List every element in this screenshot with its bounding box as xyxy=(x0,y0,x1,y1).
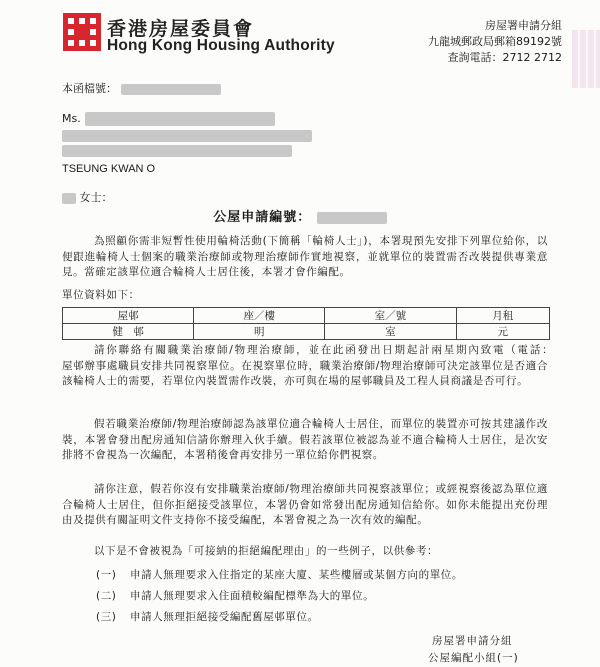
unit-table xyxy=(62,307,550,340)
redacted-name xyxy=(85,112,275,126)
enquiry-phone: 查詢電話：2712 2712 xyxy=(447,51,562,64)
example-1-number: (一) xyxy=(96,569,117,581)
example-2-number: (二) xyxy=(96,590,117,602)
header-block-floor: 座／樓 xyxy=(194,308,325,324)
our-ref-line xyxy=(62,80,221,96)
unit-table-row xyxy=(63,324,550,340)
cell-estate: 健 邨 xyxy=(63,324,194,340)
header-room-no: 室／號 xyxy=(325,308,456,324)
cell-block-floor: 明 xyxy=(194,324,325,340)
org-name-en: Hong Kong Housing Authority xyxy=(107,37,335,54)
paragraph-3: 假若職業治療師/物理治療師認為該單位適合輪椅人士居住，而單位的裝置亦可按其建議作改裝，本署會發出配房通知信請你辦理入伙手續。假若該單位被認為並不適合輪椅人士居住，是次安排將不會視為一次編配，本署稍後會再安排另一單位給你們視察。 xyxy=(62,418,548,461)
example-1 xyxy=(96,567,463,582)
example-2 xyxy=(96,588,374,603)
header-estate: 屋邨 xyxy=(63,308,194,324)
addressee-line xyxy=(62,112,81,125)
example-3 xyxy=(96,609,319,624)
subject-line xyxy=(0,206,600,225)
pink-stamp-strip xyxy=(572,30,600,88)
greeting-text: 女士： xyxy=(79,191,113,204)
department-block xyxy=(402,18,562,66)
unit-info-label: 單位資料如下： xyxy=(62,289,140,301)
our-ref-label: 本函檔號： xyxy=(62,82,117,95)
example-3-text: 申請人無理拒絕接受編配舊屋邨單位。 xyxy=(130,611,319,623)
redacted-address-2 xyxy=(62,145,292,157)
department-name: 房屋署申請分組 xyxy=(485,19,562,32)
paragraph-4: 請你注意，假若你沒有安排職業治療師/物理治療師共同視察該單位；或經視察後認為單位適合輪椅人士居住，但你拒絕接受該單位，本署仍會如常發出配房通知信給你。如你未能提出充份理由及提供有關証明文件支持你不接受編配，本署會視之為一次有效的編配。 xyxy=(62,483,548,526)
paragraph-2: 請你聯絡有關職業治療師/物理治療師，並在此函發出日期起計兩星期內致電（電話： 屋邨辦事處職員安排共同視察單位。在視察單位時，職業治療師/物理治療師可決定該單位是否適合該輪椅人士的需要，若單位內裝置需作改裝，亦可與在場的屋邨職員及工程人員商議是否可行。 xyxy=(62,344,593,387)
header-rent: 月租 xyxy=(456,308,549,324)
org-name-zh: 香港房屋委員會 xyxy=(107,18,255,40)
subject-label: 公屋申請編號： xyxy=(213,210,312,225)
unit-table-header-row xyxy=(63,308,550,324)
department-address: 九龍城郵政局郵箱89192號 xyxy=(428,35,562,48)
paragraph-1: 為照顧你需非短暫性使用輪椅活動(下簡稱「輪椅人士」)，本署現預先安排下列單位給你，以便跟進輪椅人士個案的職業治療師或物理治療師作實地視察，並就單位的裝置需否改裝提供專業意見。當確定該單位適合輪椅人士居住後，本署才會作編配。 xyxy=(62,235,549,278)
redacted-address-1 xyxy=(62,130,312,142)
cell-rent: 元 xyxy=(456,324,549,340)
example-3-number: (三) xyxy=(96,611,117,623)
redacted-application-no xyxy=(317,212,387,224)
example-2-text: 申請人無理要求入住面積較編配標準為大的單位。 xyxy=(130,590,375,602)
redacted-surname xyxy=(62,193,76,204)
signature-unit: 公屋編配小組(一) xyxy=(428,652,519,664)
signature-dept: 房屋署申請分組 xyxy=(432,635,513,647)
example-1-text: 申請人無理要求入住指定的某座大廈、某些樓層或某個方向的單位。 xyxy=(130,569,463,581)
cell-room-no: 室 xyxy=(325,324,456,340)
examples-intro: 以下是不會被視為「可接納的拒絕編配理由」的一些例子，以供參考： xyxy=(94,545,439,557)
greeting-line xyxy=(62,189,113,205)
redacted-ref xyxy=(121,84,221,95)
housing-authority-logo xyxy=(63,13,101,51)
district-line: TSEUNG KWAN O xyxy=(62,163,156,175)
addressee-prefix: Ms. xyxy=(62,112,81,125)
